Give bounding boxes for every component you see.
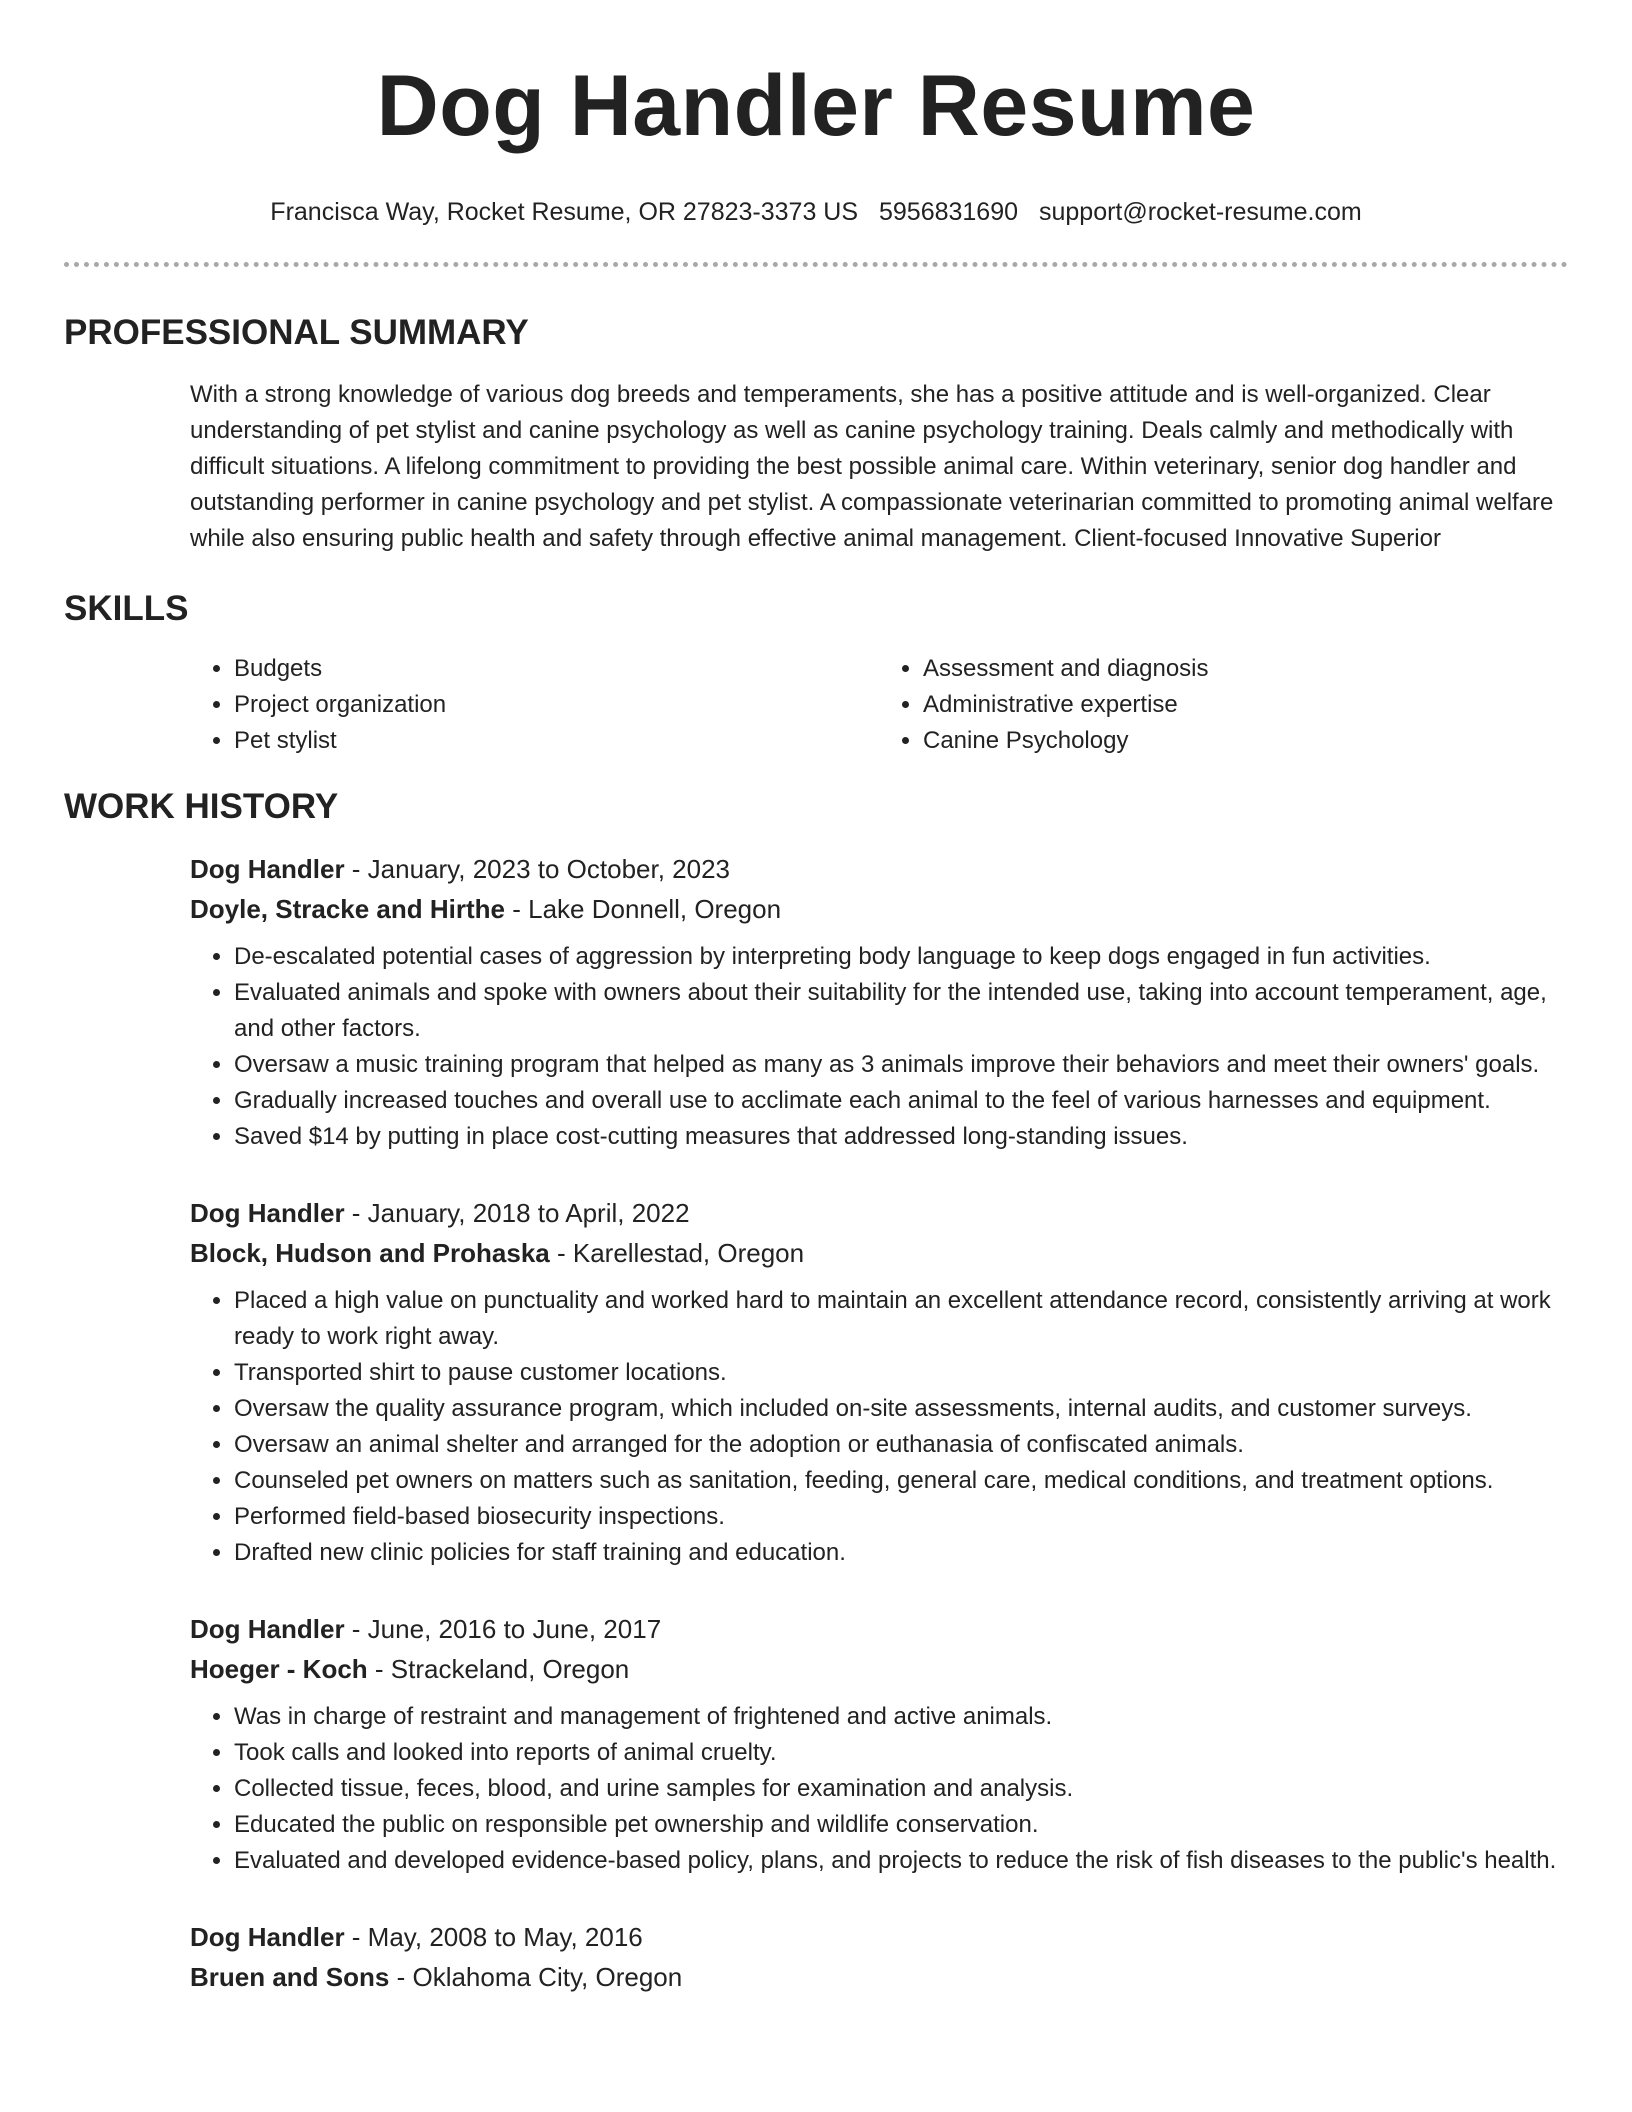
skills-section bbox=[190, 651, 1568, 759]
contact-line bbox=[64, 196, 1568, 228]
skill-item: • Pet stylist bbox=[234, 723, 879, 759]
job-company-line bbox=[190, 1649, 1568, 1689]
job-location: - Lake Donnell, Oregon bbox=[505, 894, 782, 924]
job-bullet: • Oversaw the quality assurance program, which included on-site assessments, internal audits, and customer surveys. bbox=[234, 1391, 1568, 1427]
job-bullet: • Placed a high value on punctuality and worked hard to maintain an excellent attendance record, consistently arriving at work ready to work right away. bbox=[234, 1283, 1568, 1355]
job-bullet: • Counseled pet owners on matters such as sanitation, feeding, general care, medical conditions, and treatment options. bbox=[234, 1463, 1568, 1499]
skill-item: • Canine Psychology bbox=[923, 723, 1568, 759]
job-bullet-list bbox=[190, 1699, 1568, 1879]
work-history-section bbox=[190, 849, 1568, 1997]
job-entry bbox=[190, 1917, 1568, 1997]
job-company-line bbox=[190, 889, 1568, 929]
contact-email: support@rocket-resume.com bbox=[1038, 198, 1362, 226]
skills-list-left bbox=[190, 651, 879, 759]
job-bullet: • Oversaw an animal shelter and arranged for the adoption or euthanasia of confiscated animals. bbox=[234, 1427, 1568, 1463]
job-company: Bruen and Sons bbox=[190, 1962, 390, 1992]
job-title-line bbox=[190, 1917, 1568, 1957]
job-location: - Karellestad, Oregon bbox=[549, 1238, 805, 1268]
skill-item: • Budgets bbox=[234, 651, 879, 687]
job-title-line bbox=[190, 1609, 1568, 1649]
job-title: Dog Handler bbox=[190, 854, 345, 884]
job-dates: - January, 2018 to April, 2022 bbox=[344, 1198, 690, 1228]
skills-heading: SKILLS bbox=[64, 589, 189, 628]
header-divider bbox=[64, 262, 1568, 267]
job-title: Dog Handler bbox=[190, 1198, 345, 1228]
job-bullet: • Transported shirt to pause customer locations. bbox=[234, 1355, 1568, 1391]
job-location: - Strackeland, Oregon bbox=[367, 1654, 630, 1684]
skills-list-right bbox=[879, 651, 1568, 759]
skill-item: • Administrative expertise bbox=[923, 687, 1568, 723]
job-bullet: • Drafted new clinic policies for staff training and education. bbox=[234, 1535, 1568, 1571]
job-entry bbox=[190, 849, 1568, 1155]
job-bullet: • Educated the public on responsible pet ownership and wildlife conservation. bbox=[234, 1807, 1568, 1843]
job-bullet: • Saved $14 by putting in place cost-cutting measures that addressed long-standing issues. bbox=[234, 1119, 1568, 1155]
job-company: Hoeger - Koch bbox=[190, 1654, 368, 1684]
job-title: Dog Handler bbox=[190, 1614, 345, 1644]
work-history-heading: WORK HISTORY bbox=[64, 787, 339, 826]
job-location: - Oklahoma City, Oregon bbox=[389, 1962, 683, 1992]
job-dates: - January, 2023 to October, 2023 bbox=[344, 854, 731, 884]
job-entry bbox=[190, 1193, 1568, 1571]
job-dates: - June, 2016 to June, 2017 bbox=[344, 1614, 662, 1644]
summary-text: With a strong knowledge of various dog breeds and temperaments, she has a positive attitude and is well-organized. Clear understanding of pet stylist and canine psychology as well as canine psychology training. Deals calmly and methodically with difficult situations. A lifelong commitment to providing the best possible animal care. Within veterinary, senior dog handler and outstanding performer in canine psychology and pet stylist. A compassionate veterinarian committed to promoting animal welfare while also ensuring public health and safety through effective animal management. Client-focused Innovative Superior bbox=[190, 381, 1554, 552]
job-company-line bbox=[190, 1233, 1568, 1273]
job-company: Doyle, Stracke and Hirthe bbox=[190, 894, 505, 924]
job-title-line bbox=[190, 849, 1568, 889]
job-dates: - May, 2008 to May, 2016 bbox=[344, 1922, 643, 1952]
job-bullet: • Evaluated animals and spoke with owners about their suitability for the intended use, taking into account temperament, age, and other factors. bbox=[234, 975, 1568, 1047]
skill-item: • Project organization bbox=[234, 687, 879, 723]
job-entry bbox=[190, 1609, 1568, 1879]
job-title: Dog Handler bbox=[190, 1922, 345, 1952]
job-bullet: • Oversaw a music training program that helped as many as 3 animals improve their behaviors and meet their owners' goals. bbox=[234, 1047, 1568, 1083]
job-bullet: • Gradually increased touches and overall use to acclimate each animal to the feel of various harnesses and equipment. bbox=[234, 1083, 1568, 1119]
job-bullet-list bbox=[190, 939, 1568, 1155]
job-bullet: • Was in charge of restraint and management of frightened and active animals. bbox=[234, 1699, 1568, 1735]
job-company-line bbox=[190, 1957, 1568, 1997]
skill-item: • Assessment and diagnosis bbox=[923, 651, 1568, 687]
job-bullet: • Took calls and looked into reports of animal cruelty. bbox=[234, 1735, 1568, 1771]
summary-section bbox=[190, 377, 1568, 557]
job-bullet: • Evaluated and developed evidence-based policy, plans, and projects to reduce the risk of fish diseases to the public's health. bbox=[234, 1843, 1568, 1879]
job-bullet: • Collected tissue, feces, blood, and urine samples for examination and analysis. bbox=[234, 1771, 1568, 1807]
job-bullet: • De-escalated potential cases of aggression by interpreting body language to keep dogs engaged in fun activities. bbox=[234, 939, 1568, 975]
summary-heading: PROFESSIONAL SUMMARY bbox=[64, 313, 529, 352]
job-bullet: • Performed field-based biosecurity inspections. bbox=[234, 1499, 1568, 1535]
contact-address: Francisca Way, Rocket Resume, OR 27823-3373 US bbox=[270, 198, 859, 226]
resume-title: Dog Handler Resume bbox=[376, 58, 1256, 154]
job-company: Block, Hudson and Prohaska bbox=[190, 1238, 550, 1268]
job-title-line bbox=[190, 1193, 1568, 1233]
contact-phone: 5956831690 bbox=[878, 198, 1019, 226]
job-bullet-list bbox=[190, 1283, 1568, 1571]
